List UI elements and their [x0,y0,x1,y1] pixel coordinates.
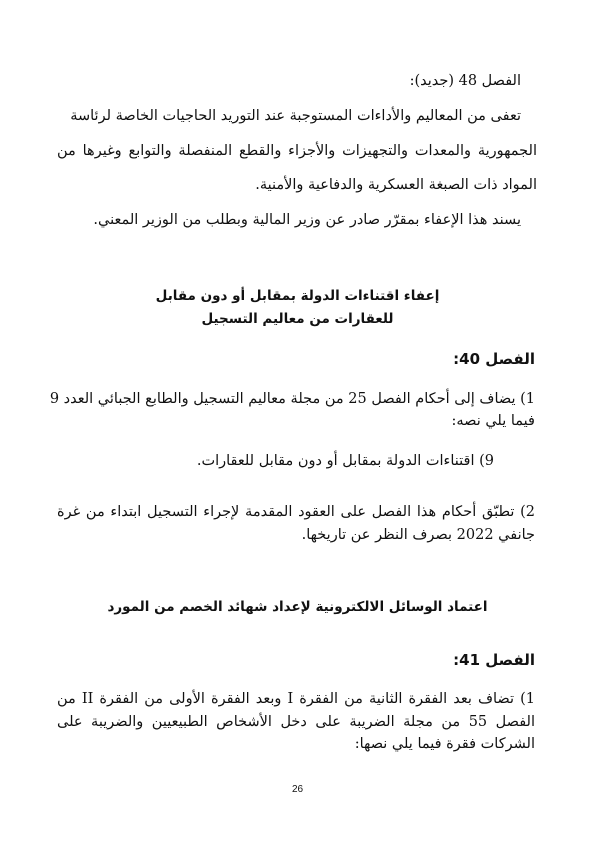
article-48-paragraph-line: تعفى من المعاليم والأداءات المستوجبة عند التوريد الحاجيات الخاصة لرئاسة [70,108,521,124]
article-40-item-2-line: 2) تطبّق أحكام هذا الفصل على العقود المقدمة لإجراء التسجيل ابتداء من غرة [57,504,535,520]
article-48-paragraph-line: الجمهورية والمعدات والتجهيزات والأجزاء والقطع المنفصلة والتوابع وغيرها من [57,143,537,159]
page-number: 26 [291,784,304,795]
article-48-delegation-paragraph: يسند هذا الإعفاء بمقرّر صادر عن وزير المالية وبطلب من الوزير المعني. [93,212,521,228]
article-40-heading: الفصل 40: [453,350,535,368]
article-41-item-1-line: 1) تضاف بعد الفقرة الثانية من الفقرة I وبعد الفقرة الأولى من الفقرة II من [57,691,536,707]
article-40-item-1-line: فيما يلي نصه: [451,413,535,429]
article-41-item-1-line: الفصل 55 من مجلة الضريبة على دخل الأشخاص الطبيعيين والضريبة على [57,714,535,730]
article-48-paragraph-line: المواد ذات الصبغة العسكرية والدفاعية والأمنية. [255,177,537,193]
article-41-item-1-line: الشركات فقرة فيما يلي نصها: [354,736,535,752]
article-48-heading: الفصل 48 (جديد): [409,73,521,89]
article-40-item-2-line: جانفي 2022 بصرف النظر عن تاريخها. [301,527,535,543]
article-40-quoted-item: 9) اقتناءات الدولة بمقابل أو دون مقابل للعقارات. [196,453,494,469]
article-41-heading: الفصل 41: [453,651,535,669]
section-title: للعقارات من معاليم التسجيل [201,311,394,327]
section-title: اعتماد الوسائل الالكترونية لإعداد شهائد الخصم من المورد [107,599,488,615]
article-40-item-1-line: 1) يضاف إلى أحكام الفصل 25 من مجلة معاليم التسجيل والطابع الجبائي العدد 9 [49,391,535,407]
section-title: إعفاء اقتناءات الدولة بمقابل أو دون مقابل [155,288,440,304]
